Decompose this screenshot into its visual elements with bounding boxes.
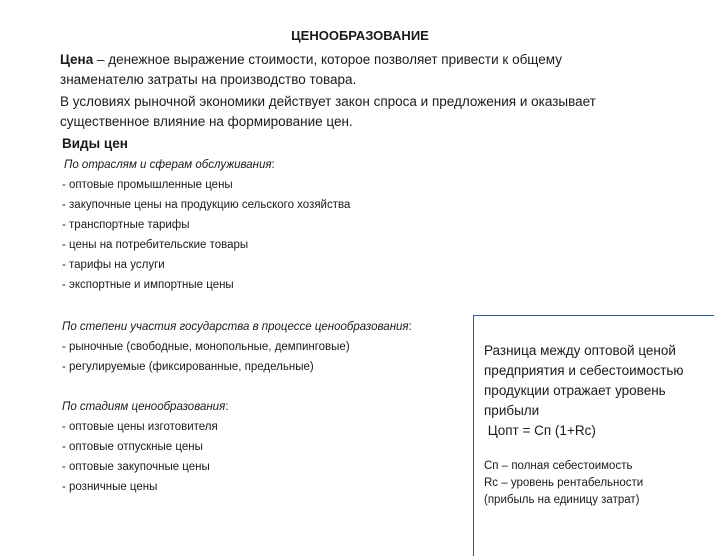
list-item: - закупочные цены на продукцию сельского хозяйства xyxy=(62,199,351,211)
stages-heading-text: По стадиям ценообразования xyxy=(62,401,226,413)
branches-heading xyxy=(64,155,275,175)
state-heading-colon: : xyxy=(408,321,412,333)
market-line2: существенное влияние на формирование цен. xyxy=(60,114,353,129)
list-item: - оптовые промышленные цены xyxy=(62,179,233,191)
list-item: - тарифы на услуги xyxy=(62,259,165,271)
state-heading-text: По степени участия государства в процессе ценообразования xyxy=(62,321,409,333)
profit-note: (прибыль на единицу затрат) xyxy=(484,494,640,506)
price-definition-text: – денежное выражение стоимости, которое позволяет привести к общему xyxy=(93,52,562,67)
list-item: - оптовые закупочные цены xyxy=(62,461,210,473)
list-item: - оптовые отпускные цены xyxy=(62,441,203,453)
profit-note: Сп – полная себестоимость xyxy=(484,460,633,472)
branches-heading-colon: : xyxy=(271,159,275,171)
market-line1: В условиях рыночной экономики действует закон спроса и предложения и оказывает xyxy=(60,94,596,109)
page-title: ЦЕНООБРАЗОВАНИЕ xyxy=(291,28,429,43)
list-item: - розничные цены xyxy=(62,481,158,493)
types-heading: Виды цен xyxy=(62,136,128,151)
list-item: - оптовые цены изготовителя xyxy=(62,421,218,433)
list-item: - экспортные и импортные цены xyxy=(62,279,234,291)
list-item: - транспортные тарифы xyxy=(62,219,190,231)
branches-list xyxy=(62,175,350,295)
profit-note: Rс – уровень рентабельности xyxy=(484,477,644,489)
list-item: - регулируемые (фиксированные, предельные) xyxy=(62,361,314,373)
list-item: - рыночные (свободные, монопольные, демпинговые) xyxy=(62,341,350,353)
branches-heading-text: По отраслям и сферам обслуживания xyxy=(64,159,272,171)
price-term: Цена xyxy=(60,52,94,67)
profit-box-line: прибыли xyxy=(484,403,540,418)
profit-box-text xyxy=(484,341,684,441)
list-item: - цены на потребительские товары xyxy=(62,239,249,251)
stages-heading xyxy=(62,397,228,417)
stages-heading-colon: : xyxy=(225,401,229,413)
profit-box-line: предприятия и себестоимостью xyxy=(484,363,684,378)
profit-box-line: продукции отражает уровень xyxy=(484,383,666,398)
price-definition xyxy=(60,50,562,90)
market-paragraph xyxy=(60,92,596,132)
profit-formula: Цопт = Сп (1+Rс) xyxy=(484,423,596,438)
profit-box-line: Разница между оптовой ценой xyxy=(484,343,676,358)
state-list xyxy=(62,337,350,377)
profit-box-notes xyxy=(484,458,643,509)
state-heading xyxy=(62,317,412,337)
price-definition-line2: знаменателю затраты на производство товара. xyxy=(60,72,357,87)
stages-list xyxy=(62,417,218,497)
